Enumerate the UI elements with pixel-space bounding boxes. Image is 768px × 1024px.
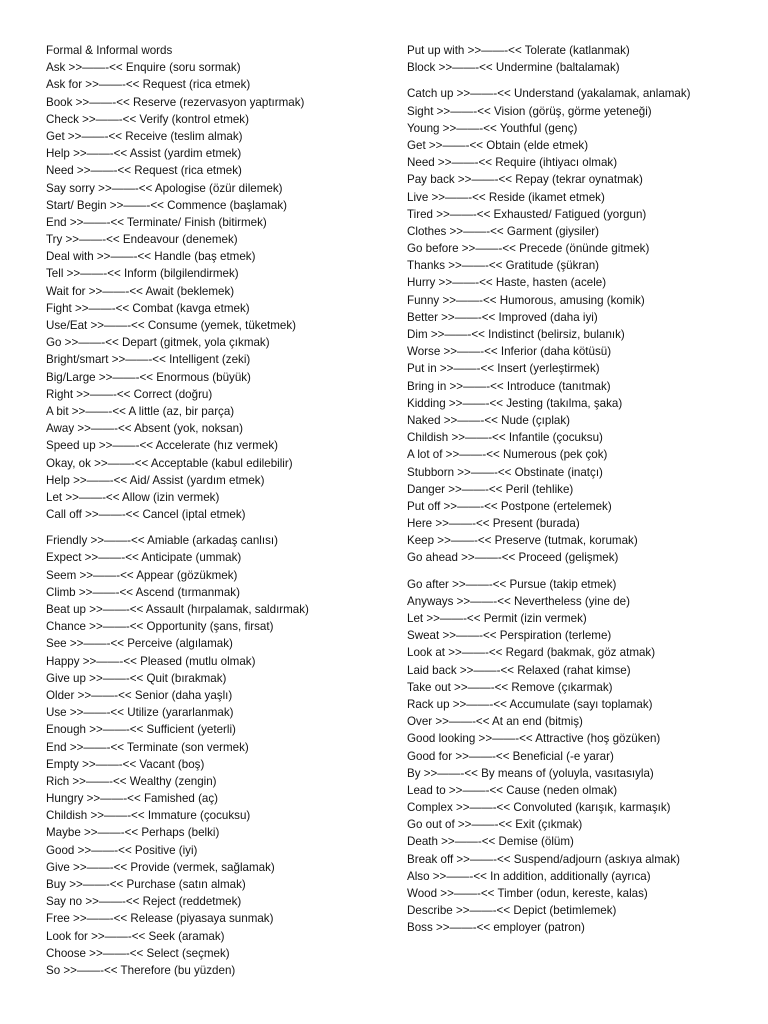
- word-pair-line: Seem >>——-<< Appear (gözükmek): [46, 568, 238, 582]
- word-pair-line: Hurry >>——-<< Haste, hasten (acele): [407, 276, 607, 290]
- word-pair-line: Bright/smart >>——-<< Intelligent (zeki): [46, 353, 251, 367]
- word-pair-line: Laid back >>——-<< Relaxed (rahat kimse): [407, 663, 631, 677]
- word-pair-line: Fight >>——-<< Combat (kavga etmek): [46, 301, 250, 315]
- word-pair-line: Chance >>——-<< Opportunity (şans, firsat): [46, 620, 274, 634]
- word-pair-line: Big/Large >>——-<< Enormous (büyük): [46, 370, 251, 384]
- word-pair-line: Dim >>——-<< Indistinct (belirsiz, bulanık): [407, 328, 625, 341]
- word-pair-line: Go ahead >>——-<< Proceed (gelişmek): [407, 551, 619, 565]
- word-pair-line: Try >>——-<< Endeavour (denemek): [46, 233, 238, 247]
- word-pair-line: Tired >>——-<< Exhausted/ Fatigued (yorgun): [407, 207, 647, 221]
- word-pair-line: Put off >>——-<< Postpone (ertelemek): [407, 499, 612, 513]
- word-pair-line: Naked >>——-<< Nude (çıplak): [407, 413, 571, 427]
- right-column: [407, 42, 691, 937]
- word-pair-line: Wait for >>——-<< Await (beklemek): [46, 284, 235, 298]
- word-pair-line: Also >>——-<< In addition, additionally (ayrıca): [407, 869, 651, 883]
- word-pair-line: By >>——-<< By means of (yoluyla, vasıtasıyla): [407, 766, 654, 780]
- word-pair-line: Go >>——-<< Depart (gitmek, yola çıkmak): [46, 336, 270, 350]
- word-pair-line: Childish >>——-<< Infantile (çocuksu): [407, 431, 603, 445]
- word-pair-line: Complex >>——-<< Convoluted (karışık, karmaşık): [407, 801, 671, 815]
- word-pair-line: End >>——-<< Terminate (son vermek): [46, 740, 249, 754]
- word-pair-line: Climb >>——-<< Ascend (tırmanmak): [46, 585, 240, 599]
- word-pair-line: See >>——-<< Perceive (algılamak): [46, 637, 233, 651]
- word-pair-line: Give up >>——-<< Quit (bırakmak): [46, 671, 227, 685]
- word-pair-line: Start/ Begin >>——-<< Commence (başlamak): [46, 198, 287, 212]
- word-pair-line: Stubborn >>——-<< Obstinate (inatçı): [407, 465, 603, 479]
- word-pair-line: End >>——-<< Terminate/ Finish (bitirmek): [46, 215, 267, 229]
- word-pair-line: Here >>——-<< Present (burada): [407, 517, 580, 531]
- word-pair-line: A lot of >>——-<< Numerous (pek çok): [407, 448, 608, 462]
- word-pair-line: Free >>——-<< Release (piyasaya sunmak): [46, 912, 274, 926]
- word-pair-line: Deal with >>——-<< Handle (baş etmek): [46, 250, 256, 264]
- group-spacer: [407, 76, 691, 85]
- word-pair-line: Take out >>——-<< Remove (çıkarmak): [407, 680, 613, 694]
- word-pair-line: Okay, ok >>——-<< Acceptable (kabul edilebilir): [46, 456, 293, 470]
- word-pair-line: Sweat >>——-<< Perspiration (terleme): [407, 629, 612, 643]
- word-pair-line: Ask >>——-<< Enquire (soru sormak): [46, 61, 241, 75]
- word-pair-line: Lead to >>——-<< Cause (neden olmak): [407, 783, 618, 797]
- word-pair-line: Choose >>——-<< Select (seçmek): [46, 946, 230, 960]
- word-pair-line: Good looking >>——-<< Attractive (hoş gözüken): [407, 732, 661, 746]
- word-pair-line: Say no >>——-<< Reject (reddetmek): [46, 895, 242, 909]
- word-pair-line: Sight >>——-<< Vision (görüş, görme yeteneği): [407, 104, 652, 118]
- word-pair-line: Good for >>——-<< Beneficial (-e yarar): [407, 749, 614, 763]
- word-pair-line: Help >>——-<< Assist (yardim etmek): [46, 147, 242, 161]
- word-pair-line: Funny >>——-<< Humorous, amusing (komik): [407, 293, 645, 307]
- word-pair-line: Speed up >>——-<< Accelerate (hız vermek): [46, 439, 278, 453]
- word-pair-line: Put in >>——-<< Insert (yerleştirmek): [407, 362, 600, 376]
- word-pair-line: Bring in >>——-<< Introduce (tanıtmak): [407, 379, 611, 393]
- word-pair-line: Use >>——-<< Utilize (yararlanmak): [46, 706, 234, 720]
- word-pair-line: Right >>——-<< Correct (doğru): [46, 387, 213, 401]
- word-pair-line: Childish >>——-<< Immature (çocuksu): [46, 809, 251, 823]
- word-pair-line: Better >>——-<< Improved (daha iyi): [407, 310, 598, 324]
- word-pair-line: Call off >>——-<< Cancel (iptal etmek): [46, 508, 246, 522]
- word-pair-line: Over >>——-<< At an end (bitmiş): [407, 715, 583, 729]
- word-pair-line: Go out of >>——-<< Exit (çıkmak): [407, 818, 583, 832]
- word-pair-line: Worse >>——-<< Inferior (daha kötüsü): [407, 345, 612, 359]
- word-pair-line: Break off >>——-<< Suspend/adjourn (askıya almak): [407, 852, 681, 866]
- word-pair-line: Look at >>——-<< Regard (bakmak, göz atmak): [407, 646, 656, 660]
- word-pair-line: Put up with >>——-<< Tolerate (katlanmak): [407, 44, 630, 57]
- word-pair-line: Empty >>——-<< Vacant (boş): [46, 757, 205, 771]
- word-pair-line: Describe >>——-<< Depict (betimlemek): [407, 904, 617, 918]
- word-pair-line: Tell >>——-<< Inform (bilgilendirmek): [46, 267, 239, 281]
- word-pair-line: Wood >>——-<< Timber (odun, kereste, kalas): [407, 887, 648, 900]
- word-pair-line: Go after >>——-<< Pursue (takip etmek): [407, 577, 617, 591]
- word-pair-line: Get >>——-<< Receive (teslim almak): [46, 129, 243, 143]
- word-pair-line: Help >>——-<< Aid/ Assist (yardım etmek): [46, 473, 265, 487]
- word-pair-line: Use/Eat >>——-<< Consume (yemek, tüketmek): [46, 319, 297, 332]
- word-pair-line: Expect >>——-<< Anticipate (ummak): [46, 551, 242, 565]
- word-pair-line: Rich >>——-<< Wealthy (zengin): [46, 774, 217, 788]
- word-pair-line: Beat up >>——-<< Assault (hırpalamak, saldırmak): [46, 603, 309, 616]
- word-pair-line: Away >>——-<< Absent (yok, noksan): [46, 422, 243, 436]
- word-pair-line: Enough >>——-<< Sufficient (yeterli): [46, 723, 236, 737]
- word-pair-line: Older >>——-<< Senior (daha yaşlı): [46, 688, 233, 702]
- left-column: [46, 42, 309, 979]
- word-pair-line: Need >>——-<< Request (rica etmek): [46, 164, 242, 178]
- word-pair-line: Danger >>——-<< Peril (tehlike): [407, 482, 574, 496]
- word-pair-line: Go before >>——-<< Precede (önünde gitmek): [407, 242, 650, 256]
- word-pair-line: Need >>——-<< Require (ihtiyacı olmak): [407, 156, 618, 170]
- word-pair-line: Catch up >>——-<< Understand (yakalamak, anlamak): [407, 87, 691, 101]
- word-pair-line: Death >>——-<< Demise (ölüm): [407, 835, 574, 849]
- word-pair-line: Clothes >>——-<< Garment (giysiler): [407, 224, 600, 238]
- group-spacer: [407, 567, 691, 576]
- word-pair-line: Let >>——-<< Permit (izin vermek): [407, 612, 587, 625]
- word-pair-line: A bit >>——-<< A little (az, bir parça): [46, 404, 235, 418]
- word-pair-line: Look for >>——-<< Seek (aramak): [46, 929, 225, 943]
- word-pair-line: Book >>——-<< Reserve (rezervasyon yaptırmak): [46, 95, 305, 109]
- word-pair-line: Say sorry >>——-<< Apologise (özür dilemek): [46, 181, 283, 195]
- word-pair-line: Pay back >>——-<< Repay (tekrar oynatmak): [407, 173, 643, 187]
- word-pair-line: Check >>——-<< Verify (kontrol etmek): [46, 112, 249, 126]
- word-pair-line: Buy >>——-<< Purchase (satın almak): [46, 878, 246, 891]
- word-pair-line: Young >>——-<< Youthful (genç): [407, 121, 578, 135]
- word-pair-line: Good >>——-<< Positive (iyi): [46, 843, 198, 857]
- word-pair-line: Friendly >>——-<< Amiable (arkadaş canlısı): [46, 534, 278, 548]
- word-pair-line: Let >>——-<< Allow (izin vermek): [46, 490, 220, 504]
- document-title: Formal & Informal words: [46, 44, 173, 57]
- word-pair-line: Give >>——-<< Provide (vermek, sağlamak): [46, 860, 275, 874]
- word-pair-line: Live >>——-<< Reside (ikamet etmek): [407, 190, 605, 204]
- word-pair-line: Happy >>——-<< Pleased (mutlu olmak): [46, 654, 256, 668]
- word-pair-line: So >>——-<< Therefore (bu yüzden): [46, 963, 236, 977]
- word-pair-line: Block >>——-<< Undermine (baltalamak): [407, 61, 620, 75]
- word-pair-line: Ask for >>——-<< Request (rica etmek): [46, 78, 251, 92]
- word-pair-line: Anyways >>——-<< Nevertheless (yine de): [407, 594, 630, 608]
- group-spacer: [46, 523, 309, 532]
- word-pair-line: Kidding >>——-<< Jesting (takılma, şaka): [407, 396, 623, 410]
- word-pair-line: Maybe >>——-<< Perhaps (belki): [46, 826, 220, 840]
- word-pair-line: Hungry >>——-<< Famished (aç): [46, 792, 219, 806]
- word-pair-line: Thanks >>——-<< Gratitude (şükran): [407, 259, 600, 273]
- word-pair-line: Rack up >>——-<< Accumulate (sayı toplamak): [407, 697, 653, 711]
- word-pair-line: Get >>——-<< Obtain (elde etmek): [407, 138, 589, 152]
- word-pair-line: Boss >>——-<< employer (patron): [407, 921, 585, 935]
- word-pair-line: Keep >>——-<< Preserve (tutmak, korumak): [407, 534, 638, 548]
